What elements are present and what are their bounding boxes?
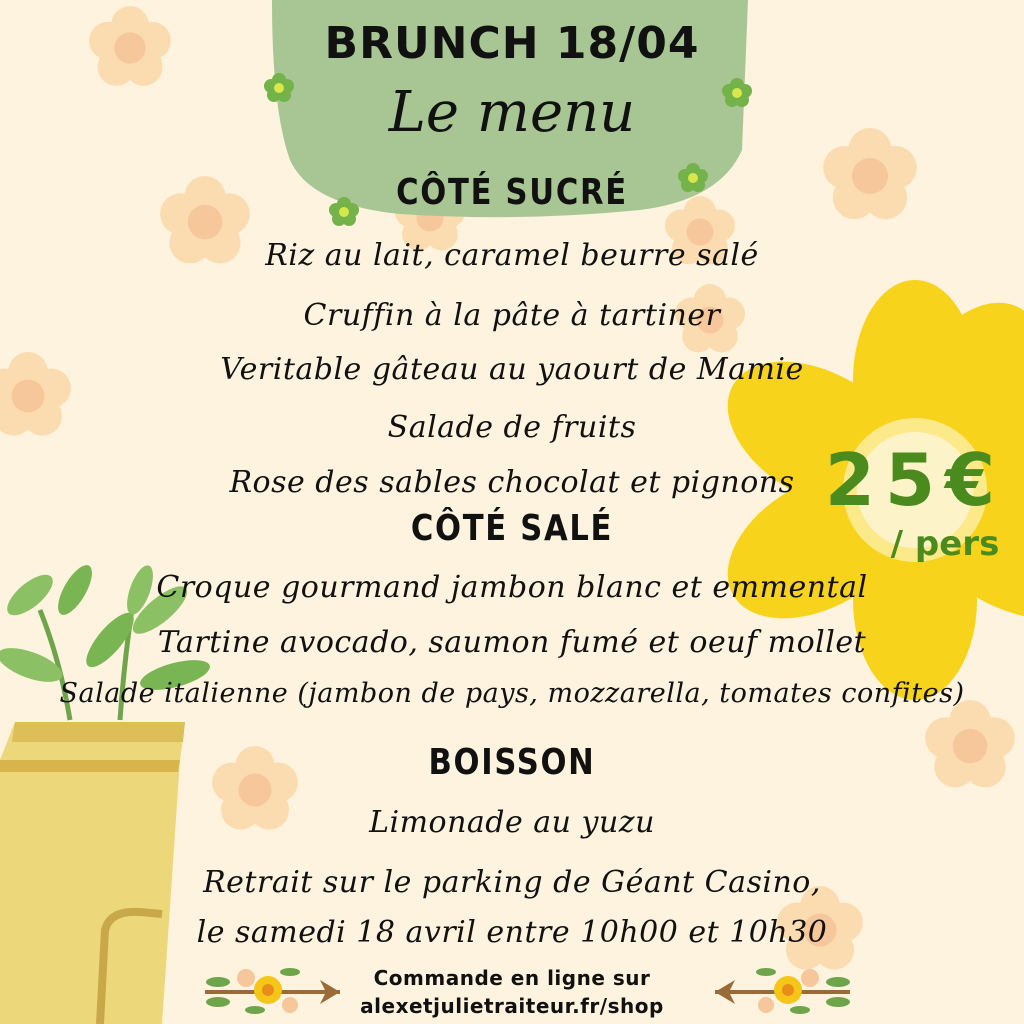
menu-item: Tartine avocado, saumon fumé et oeuf mollet [157,625,867,660]
menu-item: Croque gourmand jambon blanc et emmental [156,570,868,605]
pickup-time: le samedi 18 avril entre 10h00 et 10h30 [196,915,828,950]
order-online-label: Commande en ligne sur [373,966,651,990]
menu-item: Salade de fruits [387,410,637,445]
shop-link[interactable]: alexetjulietraiteur.fr/shop [360,994,664,1018]
section-heading-boisson: BOISSON [428,742,596,783]
menu-item: Salade italienne (jambon de pays, mozzarella, tomates confites) [59,678,965,709]
section-heading-sucre: CÔTÉ SUCRÉ [396,172,628,213]
page-title: BRUNCH 18/04 [324,18,700,69]
menu-item: Riz au lait, caramel beurre salé [265,238,759,273]
menu-item: Cruffin à la pâte à tartiner [303,298,721,333]
pickup-location: Retrait sur le parking de Géant Casino, [203,865,821,900]
menu-item: Limonade au yuzu [369,805,655,840]
menu-item: Rose des sables chocolat et pignons [229,465,795,500]
price-amount: 25€ [824,438,1006,522]
section-heading-sale: CÔTÉ SALÉ [410,508,614,549]
menu-item: Veritable gâteau au yaourt de Mamie [220,352,804,387]
price-unit: / pers [890,524,1000,564]
page-subtitle: Le menu [388,80,636,145]
